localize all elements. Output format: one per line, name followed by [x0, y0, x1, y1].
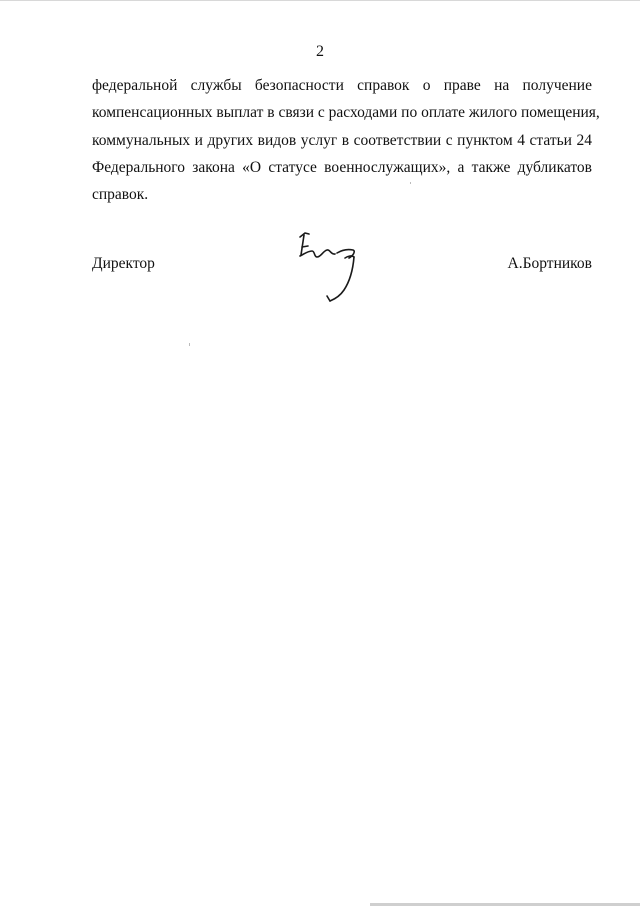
scan-speck — [189, 343, 190, 346]
paragraph-line-1: федеральной службы безопасности справок о праве на получение — [92, 77, 592, 94]
page-number: 2 — [316, 43, 324, 60]
paragraph-line-4: Федерального закона «О статусе военнослужащих», а также дубликатов — [92, 158, 592, 176]
paragraph-line-5: справок. — [92, 186, 149, 204]
signer-position: Директор — [92, 255, 155, 272]
signer-name: А.Бортников — [507, 255, 592, 272]
paragraph-line-3: коммунальных и других видов услуг в соответствии с пунктом 4 статьи 24 — [92, 131, 592, 149]
body-paragraph — [92, 72, 600, 208]
handwritten-signature — [294, 227, 366, 305]
scan-speck — [410, 182, 411, 184]
paragraph-line-2: компенсационных выплат в связи с расходами по оплате жилого помещения, — [92, 104, 600, 122]
